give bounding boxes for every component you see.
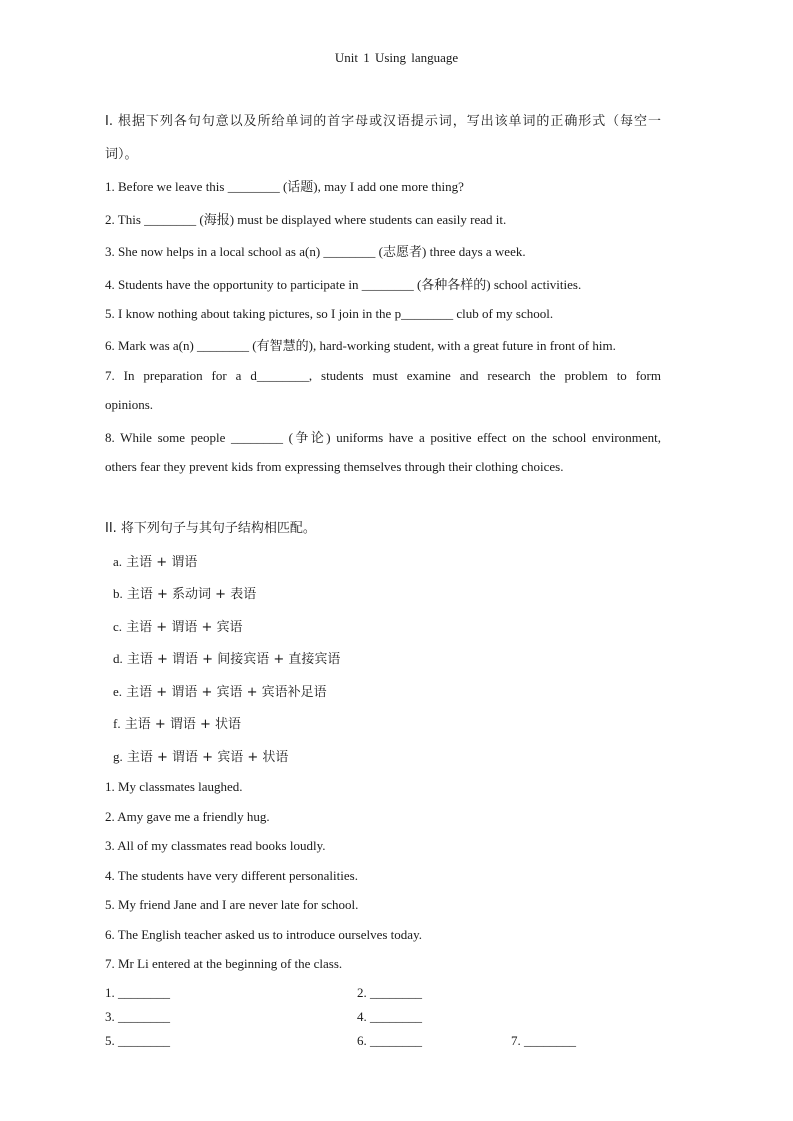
structure-c <box>113 616 243 635</box>
structure-text: 主语 + 谓语 <box>126 555 198 570</box>
sentence-7: 7. Mr Li entered at the beginning of the class. <box>105 956 343 971</box>
exercise-item-8-cont: others fear they prevent kids from expressing themselves through their clothing choices. <box>105 459 564 474</box>
structure-text: 主语 + 谓语 + 宾语 + 状语 <box>126 750 289 765</box>
section1-heading-line2: 词）。 <box>105 147 138 162</box>
sentence-3: 3. All of my classmates read books loudly. <box>105 838 326 853</box>
exercise-item-1: 1. Before we leave this ________ (话题), may I add one more thing? <box>105 179 464 194</box>
exercise-item-5: 5. I know nothing about taking pictures, so I join in the p________ club of my school. <box>105 306 554 321</box>
answer-blank-6[interactable]: 6. ________ <box>357 1033 422 1048</box>
structure-text: 主语 + 谓语 + 宾语 <box>126 620 243 635</box>
sentence-1: 1. My classmates laughed. <box>105 779 243 794</box>
exercise-item-7-cont: opinions. <box>105 397 154 412</box>
sentence-4: 4. The students have very different personalities. <box>105 868 358 883</box>
answer-blank-7[interactable]: 7. ________ <box>511 1033 576 1048</box>
section2-heading: II. 将下列句子与其句子结构相匹配。 <box>105 521 316 536</box>
exercise-item-8: 8. While some people ________ (争论) uniforms have a positive effect on the school environment, <box>105 430 661 445</box>
answer-blank-5[interactable]: 5. ________ <box>105 1033 170 1048</box>
structure-text: 主语 + 谓语 + 宾语 + 宾语补足语 <box>126 685 327 700</box>
sentence-5: 5. My friend Jane and I are never late for school. <box>105 897 359 912</box>
answer-blank-1[interactable]: 1. ________ <box>105 985 170 1000</box>
sentence-2: 2. Amy gave me a friendly hug. <box>105 809 270 824</box>
page-title: Unit 1 Using language <box>334 50 459 65</box>
structure-text: 主语 + 谓语 + 状语 <box>124 717 242 732</box>
structure-label: c. <box>113 619 123 634</box>
structure-b <box>113 583 256 602</box>
structure-f <box>113 713 241 732</box>
structure-label: e. <box>113 684 123 699</box>
structure-label: f. <box>113 716 121 731</box>
exercise-item-7: 7. In preparation for a d________, students must examine and research the problem to form <box>105 368 661 383</box>
structure-label: b. <box>113 586 123 601</box>
section1-heading-line1: I. 根据下列各句句意以及所给单词的首字母或汉语提示词，写出该单词的正确形式（每空一 <box>105 114 661 129</box>
answer-blank-2[interactable]: 2. ________ <box>357 985 422 1000</box>
structure-a <box>113 551 197 570</box>
structure-text: 主语 + 谓语 + 间接宾语 + 直接宾语 <box>126 652 341 667</box>
answer-blank-4[interactable]: 4. ________ <box>357 1009 422 1024</box>
structure-label: a. <box>113 554 123 569</box>
exercise-item-2: 2. This ________ (海报) must be displayed where students can easily read it. <box>105 212 507 227</box>
structure-e <box>113 681 327 700</box>
structure-d <box>113 648 340 667</box>
sentence-6: 6. The English teacher asked us to introduce ourselves today. <box>105 927 422 942</box>
structure-text: 主语 + 系动词 + 表语 <box>126 587 257 602</box>
exercise-item-3: 3. She now helps in a local school as a(n) ________ (志愿者) three days a week. <box>105 244 526 259</box>
answer-blank-3[interactable]: 3. ________ <box>105 1009 170 1024</box>
exercise-item-6: 6. Mark was a(n) ________ (有智慧的), hard-working student, with a great future in front of him. <box>105 338 616 353</box>
structure-g <box>113 746 288 765</box>
structure-label: d. <box>113 651 123 666</box>
structure-label: g. <box>113 749 123 764</box>
exercise-item-4: 4. Students have the opportunity to participate in ________ (各种各样的) school activities. <box>105 277 582 292</box>
